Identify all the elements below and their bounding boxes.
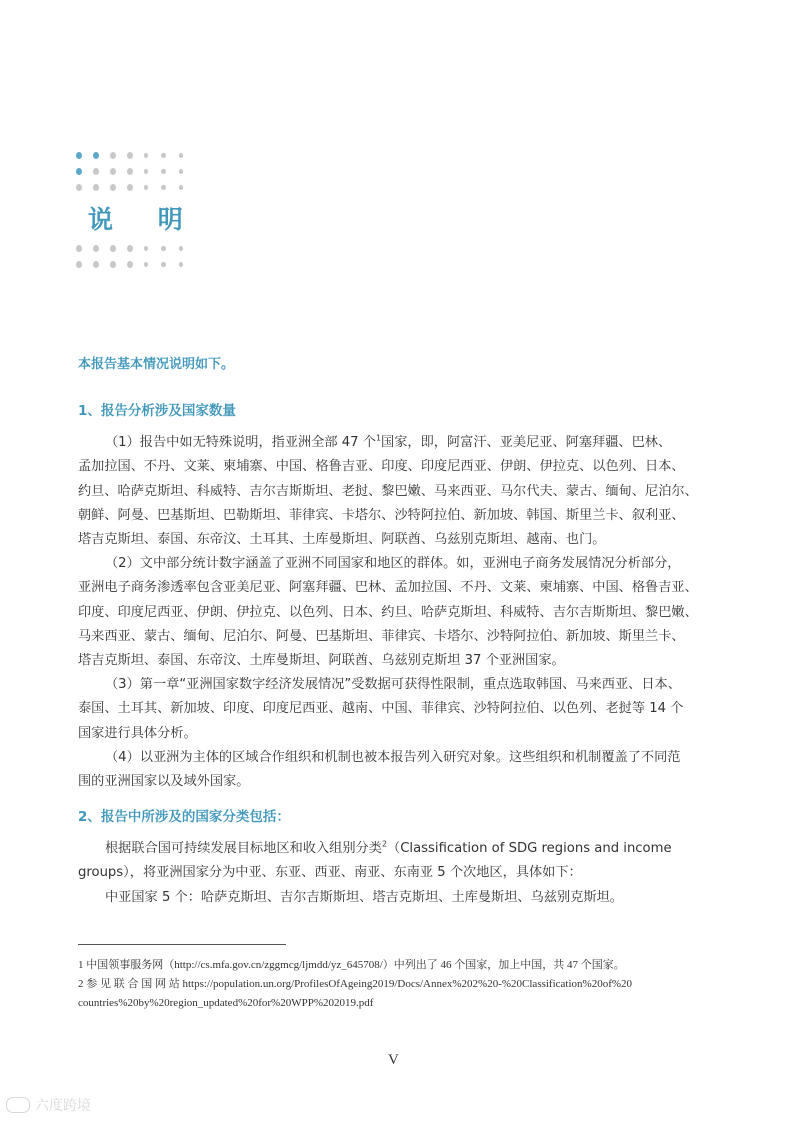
page-number: V (388, 1052, 399, 1068)
p3-line-3: 国家进行具体分析。 (78, 725, 197, 741)
s2-line-3: 中亚国家 5 个：哈萨克斯坦、吉尔吉斯斯坦、塔吉克斯坦、土库曼斯坦、乌兹别克斯坦。 (105, 889, 623, 905)
p2-line-2: 亚洲电子商务渗透率包含亚美尼亚、阿塞拜疆、巴林、孟加拉国、不丹、文莱、柬埔寨、中国、格鲁吉亚、 (78, 580, 698, 596)
footnote-divider (78, 944, 286, 945)
decorative-dots-top (76, 147, 196, 195)
section2-heading: 2、报告中所涉及的国家分类包括： (78, 809, 290, 825)
p1-line-4: 朝鲜、阿曼、巴基斯坦、巴勒斯坦、菲律宾、卡塔尔、沙特阿拉伯、新加坡、韩国、斯里兰卡、叙利亚、 (78, 507, 685, 523)
p2-line-4: 马来西亚、蒙古、缅甸、尼泊尔、阿曼、巴基斯坦、菲律宾、卡塔尔、沙特阿拉伯、新加坡、斯里兰卡、 (78, 628, 685, 644)
p1-line-5: 塔吉克斯坦、泰国、东帝汶、土耳其、土库曼斯坦、阿联酋、乌兹别克斯坦、越南、也门。 (78, 532, 606, 548)
section1-paragraph-4 (78, 746, 718, 795)
s2-line-2: groups），将亚洲国家分为中亚、东亚、西亚、南亚、东南亚 5 个次地区，具体如下： (78, 865, 582, 881)
footnotes (78, 956, 728, 1013)
p4-line-2: 围的亚洲国家以及域外国家。 (78, 774, 250, 790)
p1-line-3: 约旦、哈萨克斯坦、科威特、吉尔吉斯斯坦、老挝、黎巴嫩、马来西亚、马尔代夫、蒙古、缅甸、尼泊尔、 (78, 483, 698, 499)
section1-paragraph-3 (78, 673, 718, 746)
footnote-ref-1: 1 (375, 433, 382, 443)
footnote-1: 1 中国领事服务网（http://cs.mfa.gov.cn/zggmcg/ljmdd/yz_645708/）中列出了 46 个国家，加上中国，共 47 个国家。 (78, 959, 625, 971)
section1-paragraph-2 (78, 552, 718, 673)
s2-line-1-head: 根据联合国可持续发展目标地区和收入组别分类 (105, 841, 382, 856)
p3-line-1: （3）第一章“亚洲国家数字经济发展情况”受数据可获得性限制，重点选取韩国、马来西亚、日本、 (105, 677, 681, 692)
watermark (6, 1095, 91, 1115)
page-title: 说 明 (88, 205, 201, 234)
p2-line-1: （2）文中部分统计数字涵盖了亚洲不同国家和地区的群体。如，亚洲电子商务发展情况分析部分， (105, 556, 681, 571)
p1-line-2: 孟加拉国、不丹、文莱、柬埔寨、中国、格鲁吉亚、印度、印度尼西亚、伊朗、伊拉克、以色列、日本、 (78, 459, 685, 475)
intro-text: 本报告基本情况说明如下。 (78, 357, 235, 372)
footnote-2: 2 参 见 联 合 国 网 站 https://population.un.org/ProfilesOfAgeing2019/Docs/Annex%202%20-%20Classification%20of%20 (78, 978, 633, 990)
section1-heading: 1、报告分析涉及国家数量 (78, 403, 236, 419)
footnote-ref-2: 2 (381, 839, 388, 849)
p1-line-1-tail: 国家，即，阿富汗、亚美尼亚、阿塞拜疆、巴林、 (381, 435, 672, 450)
watermark-text: 六度跨境 (35, 1098, 91, 1114)
decorative-dots-bottom (76, 240, 196, 272)
p3-line-2: 泰国、土耳其、新加坡、印度、印度尼西亚、越南、中国、菲律宾、沙特阿拉伯、以色列、老挝等 14 个 (78, 701, 684, 717)
p2-line-5: 塔吉克斯坦、泰国、东帝汶、土库曼斯坦、阿联酋、乌兹别克斯坦 37 个亚洲国家。 (78, 653, 565, 669)
section1-paragraph-1 (78, 431, 718, 552)
footnote-2-continued: countries%20by%20region_updated%20for%20WPP%202019.pdf (78, 997, 374, 1009)
watermark-logo-icon (6, 1097, 30, 1113)
p4-line-1: （4）以亚洲为主体的区域合作组织和机制也被本报告列入研究对象。这些组织和机制覆盖了不同范 (105, 750, 681, 765)
s2-line-1-tail: （Classification of SDG regions and income (387, 841, 672, 856)
p2-line-3: 印度、印度尼西亚、伊朗、伊拉克、以色列、日本、约旦、哈萨克斯坦、科威特、吉尔吉斯斯坦、黎巴嫩、 (78, 604, 698, 620)
section2-paragraph-1 (78, 837, 718, 910)
p1-line-1: （1）报告中如无特殊说明，指亚洲全部 47 个 (105, 435, 376, 450)
